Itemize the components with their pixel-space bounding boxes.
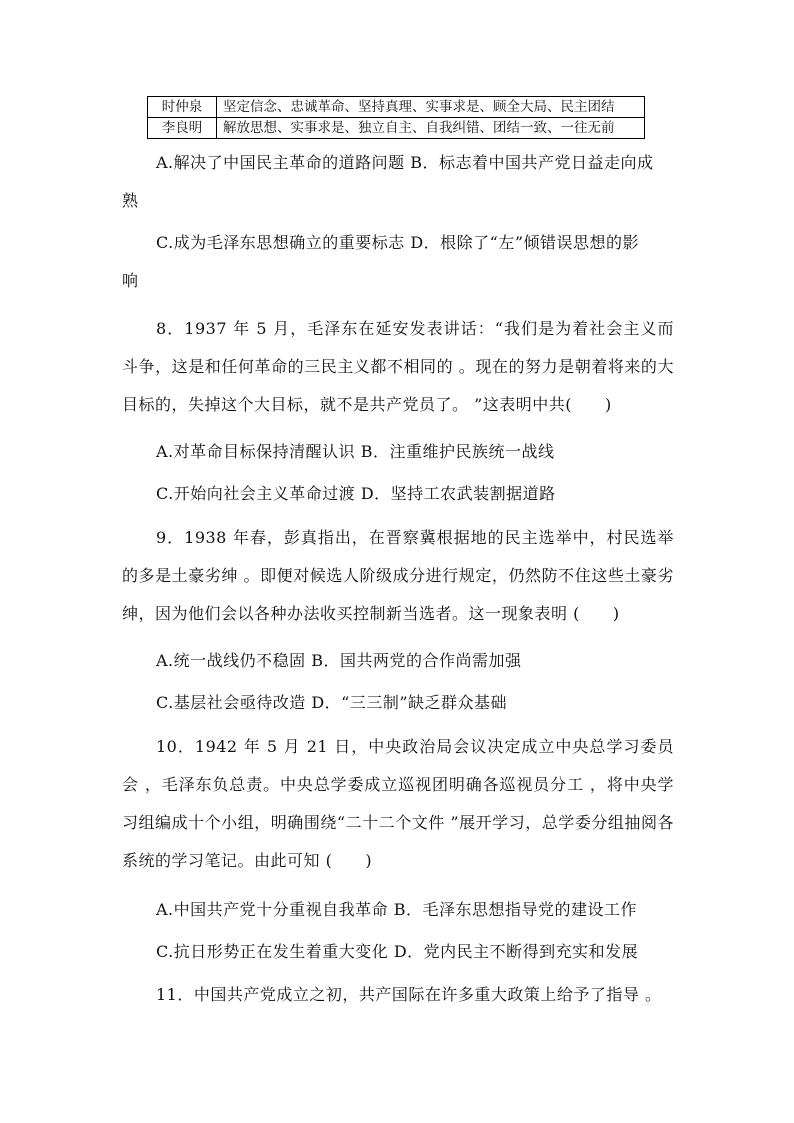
table-cell-value: 坚定信念、忠诚革命、坚持真理、实事求是、顾全大局、民主团结	[217, 97, 645, 118]
q10-option-ab: A.中国共产党十分重视自我革命 B．毛泽东思想指导党的建设工作	[156, 900, 637, 919]
table-cell-value: 解放思想、实事求是、独立自主、自我纠错、团结一致、一往无前	[217, 118, 645, 139]
q7-option-cd: C.成为毛泽东思想确立的重要标志 D．根除了“左”倾错误思想的影	[156, 233, 640, 252]
q9-stem: 9．1938 年春，彭真指出，在晋察冀根据地的民主选举中，村民选举的多是土豪劣绅 。即便对候选人阶级成分进行规定，仍然防不住这些土豪劣绅，因为他们会以各种办法收买控制新当选者。这一现象表明 ( )	[122, 528, 674, 623]
table-cell-name: 李良明	[148, 118, 217, 139]
q7-option-ab: A.解决了中国民主革命的道路问题 B．标志着中国共产党日益走向成	[156, 153, 654, 172]
q9-option-ab: A.统一战线仍不稳固 B．国共两党的合作尚需加强	[156, 651, 522, 670]
quote-table	[147, 96, 645, 139]
q8-option-cd: C.开始向社会主义革命过渡 D．坚持工农武装割据道路	[156, 484, 556, 503]
q10-stem: 10．1942 年 5 月 21 日，中央政治局会议决定成立中央总学习委员会 ，毛泽东负总责。中央总学委成立巡视团明确各巡视员分工 ，将中央学习组编成十个小组，明确围绕“二十二个文件 ”展开学习，总学委分组抽阅各系统的学习笔记。由此可知 ( )	[122, 737, 674, 870]
table-cell-name: 时仲泉	[148, 97, 217, 118]
q9-option-cd: C.基层社会亟待改造 D．“三三制”缺乏群众基础	[156, 693, 508, 712]
table-row	[148, 97, 645, 118]
q8-stem: 8．1937 年 5 月，毛泽东在延安发表讲话：“我们是为着社会主义而斗争，这是和任何革命的三民主义都不相同的 。现在的努力是朝着将来的大目标的，失掉这个大目标，就不是共产党员了。 ”这表明中共( )	[122, 319, 674, 414]
table-row	[148, 118, 645, 139]
q7-option-ab-continued: 熟	[122, 191, 139, 210]
q11-stem: 11．中国共产党成立之初，共产国际在许多重大政策上给予了指导 。	[156, 985, 662, 1004]
q10-option-cd: C.抗日形势正在发生着重大变化 D．党内民主不断得到充实和发展	[156, 942, 639, 961]
q8-option-ab: A.对革命目标保持清醒认识 B．注重维护民族统一战线	[156, 442, 555, 461]
q7-option-cd-continued: 响	[122, 271, 139, 290]
